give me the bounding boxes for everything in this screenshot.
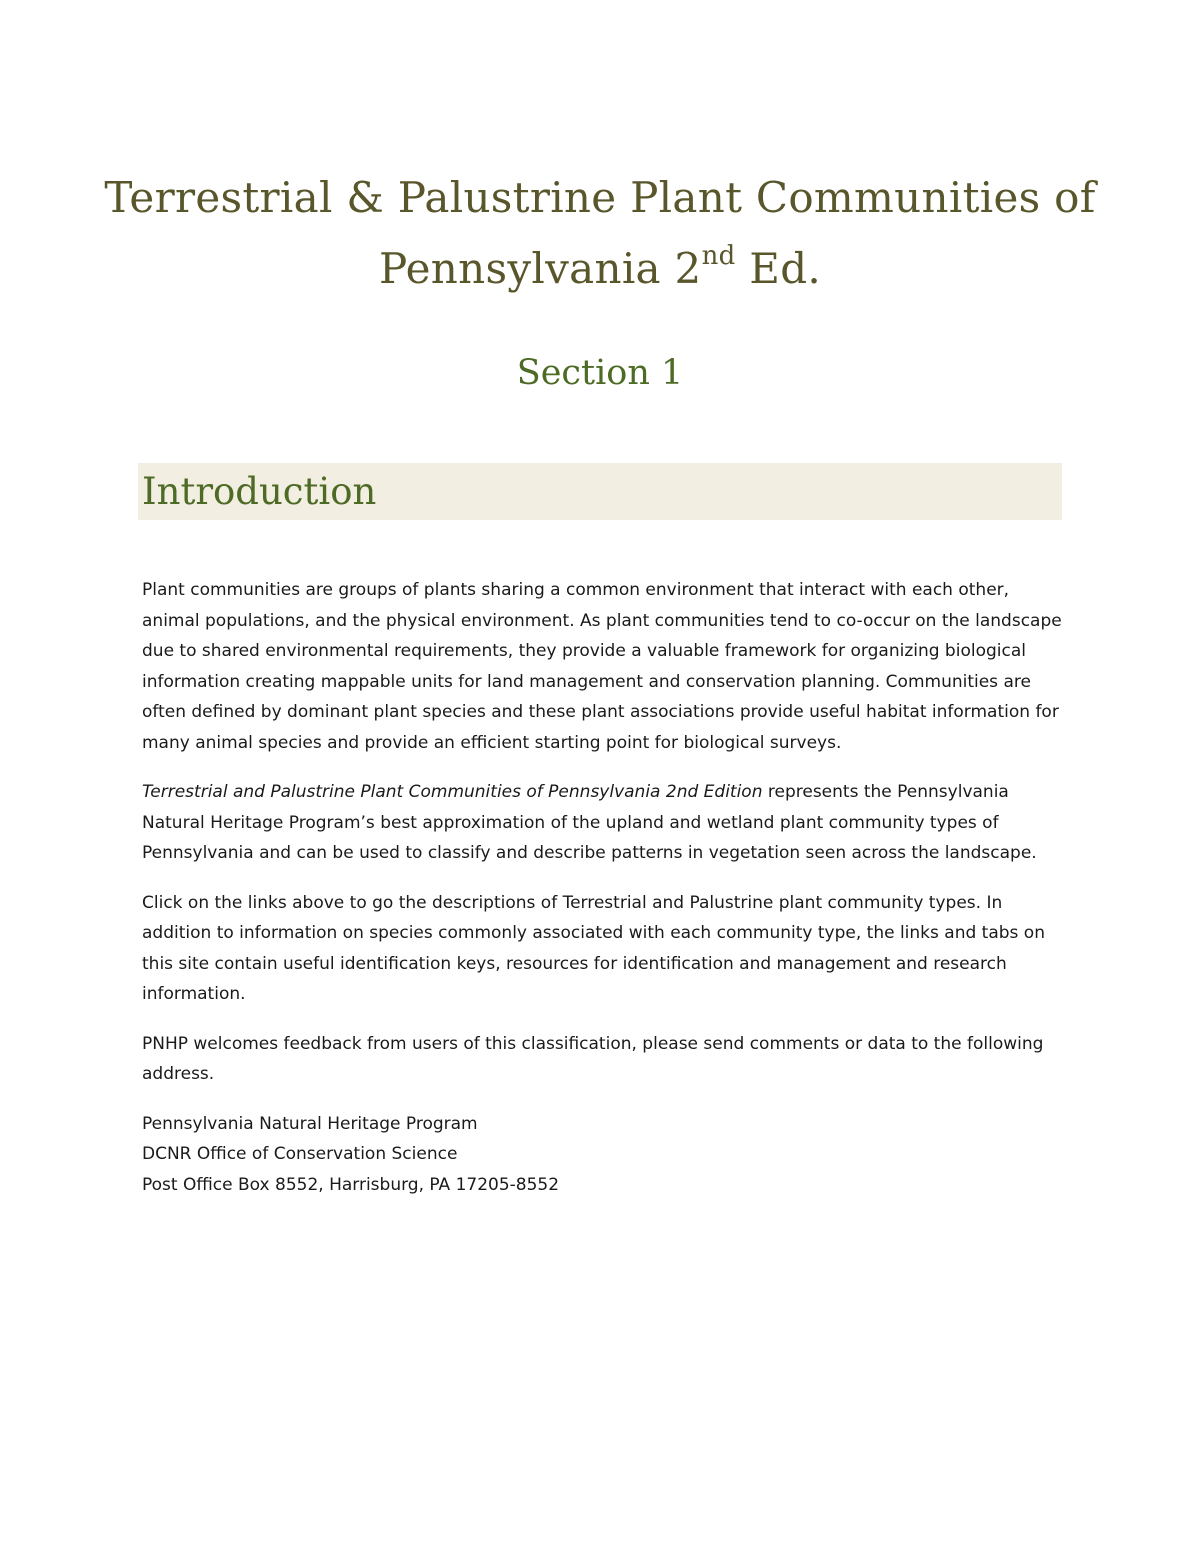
body-text [142, 575, 1072, 1219]
paragraph-2 [142, 777, 1072, 869]
introduction-heading: Introduction [142, 470, 377, 513]
section-label: Section 1 [516, 353, 684, 393]
address-line-2: DCNR Office of Conservation Science [142, 1144, 458, 1164]
title-line-1: Terrestrial & Palustrine Plant Communities of [104, 173, 1096, 222]
title-line-2-end: Ed. [735, 244, 822, 293]
paragraph-1: Plant communities are groups of plants sharing a common environment that interact with each other, animal populations, and the physical environment. As plant communities tend to co-occur on the landscape due to shared environmental requirements, they provide a valuable framework for organizing biological information creating mappable units for land management and conservation planning. Communities are often defined by dominant plant species and these plant associations provide useful habitat information for many animal species and provide an efficient starting point for biological surveys. [142, 580, 1062, 753]
mailing-address [142, 1109, 1072, 1201]
title-line-2-superscript: nd [701, 241, 736, 271]
publication-title: Terrestrial and Palustrine Plant Communities of Pennsylvania 2nd Edition [142, 782, 763, 802]
paragraph-3: Click on the links above to go the descriptions of Terrestrial and Palustrine plant community types. In addition to information on species commonly associated with each community type, the links and tabs on this site contain useful identification keys, resources for identification and management and research information. [142, 892, 1045, 1004]
paragraph-2-text: represents the Pennsylvania Natural Heritage Program’s best approximation of the upland and wetland plant community types of Pennsylvania and can be used to classify and describe patterns in vegetation seen across the landscape. [142, 782, 1037, 863]
paragraph-4: PNHP welcomes feedback from users of this classification, please send comments or data to the following address. [142, 1033, 1044, 1084]
document-title [100, 162, 1100, 304]
address-line-3: Post Office Box 8552, Harrisburg, PA 17205-8552 [142, 1174, 560, 1195]
address-line-1: Pennsylvania Natural Heritage Program [142, 1113, 478, 1134]
title-line-2-main: Pennsylvania 2 [378, 244, 702, 293]
